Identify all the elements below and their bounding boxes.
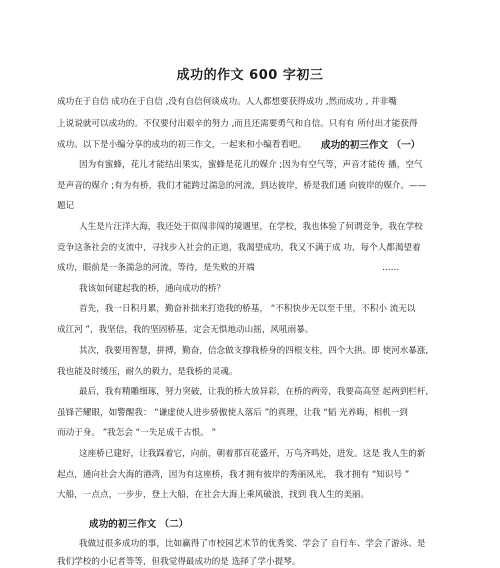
essay1-line: 成功，眼前是一条湍急的河流，等待，是失败的开端: [57, 263, 255, 273]
essay2-line: 我做过很多成功的事，比如赢得了市校园艺术节的优秀奖、学会了 自行车、学会了游泳、是: [79, 539, 426, 549]
essay2-heading: 成功的初三作文 （二）: [89, 519, 189, 530]
essay1-line: 成江河 ”，我坚信，我的坚固桥基，定会无惧地动山摇，风吼雨暴。: [57, 325, 314, 335]
essay1-line: 首先，我一日积月累，勤奋补拙来打造我的桥基， “不积快步无以至千里，不积小 流无以: [79, 304, 416, 314]
essay1-line: 大船，一点点，一步步，登上大船，在社会大海上乘风破浪，找到 我人生的美丽。: [57, 490, 370, 500]
essay1-line: 虽锋芒耀眼，如警醒我： “谦虚使人进步骄傲使人落后 ”的真理，让我 “韬 光养晦，相机一到: [57, 408, 408, 418]
essay1-line: 竞争这条社会的支流中，寻找步入社会的正道，我渴望成功，我又不满于成 功，每个人都渴望着: [57, 243, 421, 253]
essay1-line: 最后，我有精雕细琢，努力突破，让我的桥大放异彩，在桥的两旁，我要高高竖 起两到栏杆,: [79, 387, 429, 397]
essay1-line: 起点，通向社会大海的港湾，因为有这座桥，我才拥有彼岸的秀丽风光， 我才拥有 “知识号 ”: [57, 470, 410, 480]
essay1-line: 是声音的媒介 ;有为有桥，我们才能跨过湍急的河流，到达彼岸，桥是我们通 向彼岸的媒介。——: [57, 181, 427, 191]
document-title: 成功的作文 600 字初三: [176, 68, 324, 83]
intro-line: 成功在于自信 成功在于自信 ,没有自信何谈成功。人人都想要获得成功 ,然而成功 , 并非嘴: [57, 97, 397, 107]
essay1-line: 我也能及时缓压，耐久的毅力，是我桥的灵魂。: [57, 367, 238, 377]
essay1-line: 题记: [57, 201, 75, 211]
essay1-line: 人生是片汪洋大海，我还处于似闯非闯的境遇里，在学校，我也体验了何谓竞争，我在学校: [79, 222, 423, 232]
intro-line: 上说说就可以成功的。不仅要付出艰辛的努力 ,而且还需要勇气和自信。只有有 所付出才能获得: [57, 119, 418, 129]
ellipsis: ……: [382, 263, 400, 273]
essay2-line: 我们学校的小记者等等，但我觉得最成功的是 选择了学小提琴。: [57, 557, 301, 567]
essay1-line: 而动于身。 ”我怎会 “一失足成千古恨。 ”: [57, 428, 217, 438]
essay1-line: 我该如何建起我的桥，通向成功的桥？: [79, 284, 226, 294]
essay1-line: 因为有蜜蜂，花儿才能结出果实，蜜蜂是花儿的媒介 ;因为有空气等，声音才能传 播，空气: [79, 160, 423, 170]
essay1-heading: 成功的初三作文 （一）: [321, 140, 421, 151]
intro-line: 成功。以下是小编分享的成功的初三作文，一起来和小编看看吧。: [57, 140, 307, 150]
essay1-line: 其次，我要用智慧，拼搏，勤奋，信念做支撑我桥身的四根支柱，四个大拱。即 使河水暴涨,: [79, 346, 429, 356]
essay1-line: 这座桥已建好，让我踩着它，向前，朝着那百花盛开，万鸟齐鸣处，进发。这是 我人生的新: [79, 449, 426, 459]
